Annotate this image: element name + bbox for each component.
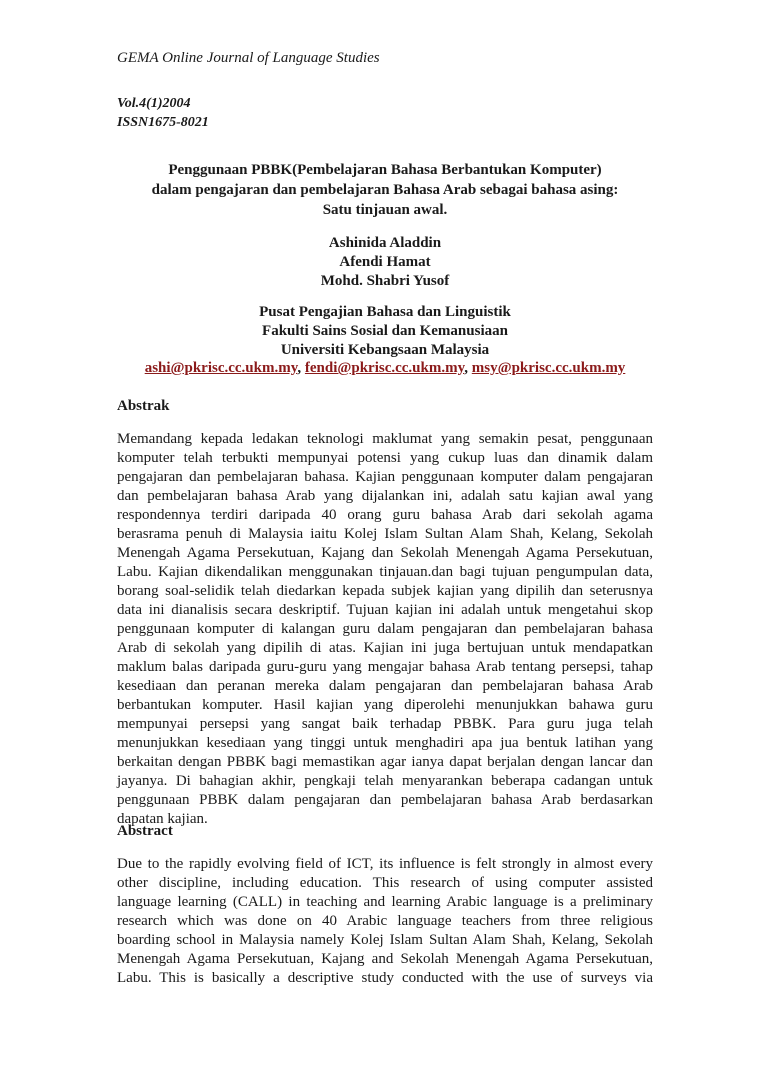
text-line: Memandang kepada ledakan teknologi maklumat yang semakin pesat, penggunaan: [117, 431, 653, 447]
abstrak-heading: Abstrak: [117, 398, 170, 414]
text-line: mempunyai persepsi yang sangat baik terhadap PBBK. Para guru juga telah: [117, 716, 653, 732]
abstract-body: [117, 855, 653, 988]
text-line: dapatan kajian.: [117, 811, 208, 827]
issue-info: [117, 94, 209, 132]
text-line: dan pembelajaran bahasa Arab yang dijalankan ini, adalah satu kajian awal yang: [117, 488, 653, 504]
affiliation-line: Universiti Kebangsaan Malaysia: [280, 342, 490, 358]
journal-name: GEMA Online Journal of Language Studies: [117, 50, 380, 66]
text-line: boarding school in Malaysia namely Kolej Islam Sultan Alam Shah, Kelang, Sekolah: [117, 932, 653, 948]
text-line: maklum balas daripada guru-guru yang mengajar bahasa Arab tentang persepsi, tahap: [117, 659, 653, 675]
text-line: berbantukan komputer. Hasil kajian yang diperolehi menunjukkan bahawa guru: [117, 697, 653, 713]
email-separator: ,: [297, 360, 305, 376]
email-link[interactable]: msy@pkrisc.cc.ukm.my: [471, 360, 626, 376]
text-line: kesediaan dan peranan mereka dalam pengajaran dan pembelajaran bahasa Arab: [117, 678, 653, 694]
text-line: language learning (CALL) in teaching and learning Arabic language is a preliminary: [117, 894, 653, 910]
text-line: jayanya. Di bahagian akhir, pengkaji telah menyarankan beberapa cadangan untuk: [117, 773, 653, 789]
author-list: [117, 234, 653, 291]
paper-title: [117, 160, 653, 220]
issn-label: ISSN1675-8021: [117, 115, 209, 130]
text-line: pengajaran dan pembelajaran bahasa. Kajian penggunaan komputer dalam pengajaran: [117, 469, 653, 485]
author-name: Afendi Hamat: [339, 254, 431, 270]
email-link[interactable]: ashi@pkrisc.cc.ukm.my: [144, 360, 298, 376]
text-line: other discipline, including education. This research of using computer assisted: [117, 875, 653, 891]
email-list: [97, 359, 673, 378]
text-line: Labu. This is basically a descriptive study conducted with the use of surveys via: [117, 970, 653, 986]
text-line: penggunaan komputer di kalangan guru dalam pengajaran dan pembelajaran bahasa: [117, 621, 653, 637]
affiliation-line: Fakulti Sains Sosial dan Kemanusiaan: [262, 323, 508, 339]
text-line: komputer telah terbukti mempunyai potensi yang cukup luas dan dinamik dalam: [117, 450, 653, 466]
text-line: Labu. Kajian dikendalikan menggunakan tinjauan.dan bagi tujuan pengumpulan data,: [117, 564, 653, 580]
abstract-heading: Abstract: [117, 823, 173, 839]
title-line: Penggunaan PBBK(Pembelajaran Bahasa Berbantukan Komputer): [168, 162, 602, 178]
text-line: Menengah Agama Persekutuan, Kajang dan Sekolah Menengah Agama Persekutuan,: [117, 545, 653, 561]
text-line: research which was done on 40 Arabic language teachers from three religious: [117, 913, 653, 929]
author-name: Mohd. Shabri Yusof: [320, 273, 450, 289]
text-line: data ini dianalisis secara deskriptif. Tujuan kajian ini adalah untuk mengetahui skop: [117, 602, 653, 618]
text-line: penggunaan PBBK dalam pengajaran dan pembelajaran bahasa Arab berdasarkan: [117, 792, 653, 808]
text-line: berasrama penuh di Malaysia iaitu Kolej Islam Sultan Alam Shah, Kelang, Sekolah: [117, 526, 653, 542]
abstrak-body: [117, 430, 653, 829]
affiliation: [117, 303, 653, 360]
text-line: berkaitan dengan PBBK bagi memastikan agar ianya dapat berjalan dengan lancar dan: [117, 754, 653, 770]
text-line: borang soal-selidik telah diedarkan kepada subjek kajian yang dipilih dan seterusnya: [117, 583, 653, 599]
email-separator: ,: [464, 360, 472, 376]
email-link[interactable]: fendi@pkrisc.cc.ukm.my: [304, 360, 465, 376]
text-line: Menengah Agama Persekutuan, Kajang and Sekolah Menengah Agama Persekutuan,: [117, 951, 653, 967]
title-line: Satu tinjauan awal.: [322, 202, 448, 218]
text-line: Due to the rapidly evolving field of ICT, its influence is felt strongly in almost every: [117, 856, 653, 872]
text-line: respondennya terdiri daripada 40 orang guru bahasa Arab dari sekolah agama: [117, 507, 653, 523]
author-name: Ashinida Aladdin: [328, 235, 442, 251]
volume-label: Vol.4(1)2004: [117, 96, 191, 111]
affiliation-line: Pusat Pengajian Bahasa dan Linguistik: [259, 304, 511, 320]
text-line: Arab di sekolah yang dipilih di atas. Kajian ini juga bertujuan untuk mendapatkan: [117, 640, 653, 656]
title-line: dalam pengajaran dan pembelajaran Bahasa Arab sebagai bahasa asing:: [151, 182, 619, 198]
text-line: menunjukkan kesediaan yang tinggi untuk menghadiri apa jua bentuk latihan yang: [117, 735, 653, 751]
